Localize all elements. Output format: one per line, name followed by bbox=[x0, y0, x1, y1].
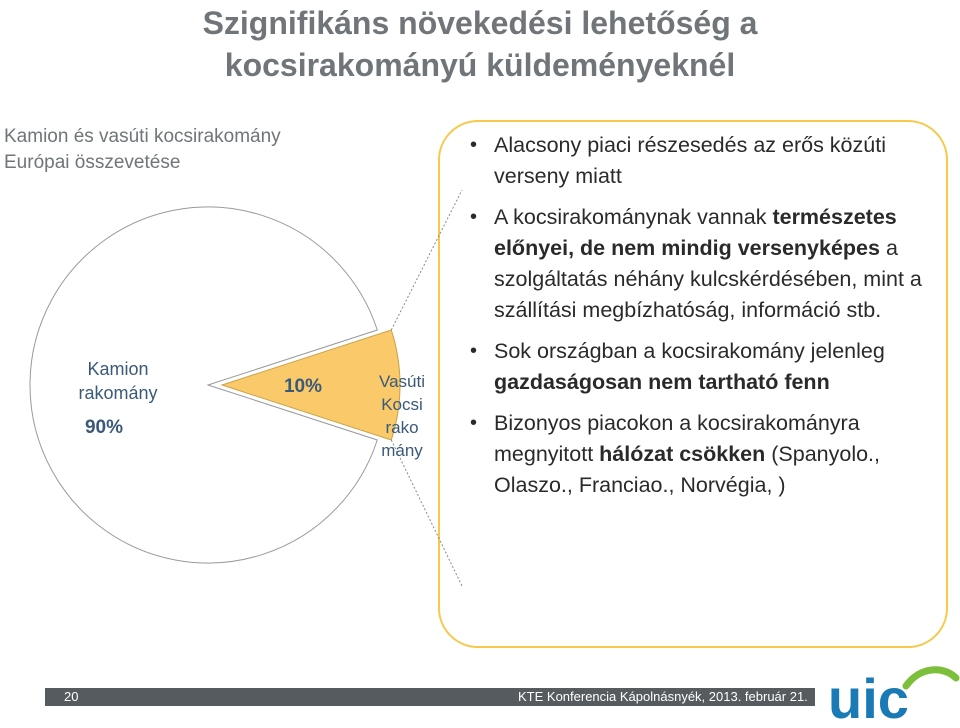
connector-line-bottom bbox=[391, 440, 462, 586]
bullet-dot: • bbox=[470, 340, 478, 362]
pie-value-kamion: 90% bbox=[84, 417, 124, 438]
pie-label-vasuti-line: Kocsi bbox=[381, 395, 423, 414]
bullet-text: Alacsony piaci részesedés az erős közúti verseny miatt bbox=[494, 133, 886, 188]
footer-text: KTE Konferencia Kápolnásnyék, 2013. február 21. bbox=[518, 689, 808, 704]
bullet-item bbox=[466, 336, 934, 398]
bullet-emphasis: hálózat csökken bbox=[599, 442, 766, 466]
connector-line-top bbox=[391, 190, 462, 330]
uic-logo-icon bbox=[822, 664, 960, 728]
bullet-text: Sok országban a kocsirakomány jelenleg bbox=[494, 339, 885, 363]
chart-subtitle-line-2: Európai összevetése bbox=[4, 152, 181, 173]
bullet-dot: • bbox=[470, 206, 478, 228]
pie-label-kamion-line: Kamion bbox=[87, 359, 149, 379]
pie-label-vasuti-line: mány bbox=[381, 441, 423, 460]
bullet-emphasis: gazdaságosan nem tartható fenn bbox=[494, 370, 830, 394]
bullet-item bbox=[466, 202, 934, 326]
pie-label-vasuti-line: rako bbox=[385, 418, 419, 437]
bullet-item bbox=[466, 130, 934, 192]
bullet-item bbox=[466, 408, 934, 501]
page-number: 20 bbox=[64, 689, 79, 704]
bullet-text: a szolgáltatás néhány kulcskérdésében, mint a szállítási megbízhatóság, információ stb. bbox=[494, 236, 922, 322]
slide-title-line-2: kocsirakományú küldeményeknél bbox=[224, 47, 736, 83]
bullet-emphasis: természetes előnyei, de nem mindig versenyképes bbox=[494, 205, 897, 260]
bullet-text: (Spanyolo., Olaszo., Franciao., Norvégia, ) bbox=[494, 442, 880, 497]
pie-value-vasuti: 10% bbox=[283, 376, 323, 397]
bullet-list bbox=[466, 130, 934, 511]
bullet-dot: • bbox=[470, 412, 478, 434]
bullet-text: A kocsirakománynak vannak bbox=[494, 205, 773, 229]
pie-label-vasuti-line: Vasúti bbox=[379, 372, 425, 391]
chart-subtitle-line-1: Kamion és vasúti kocsirakomány bbox=[4, 126, 281, 147]
bullet-dot: • bbox=[470, 134, 478, 156]
logo-text: uic bbox=[828, 667, 909, 728]
pie-label-kamion-line: rakomány bbox=[78, 383, 158, 403]
bullet-text: Bizonyos piacokon a kocsirakományra megnyitott bbox=[494, 411, 860, 466]
slide-title-line-1: Szignifikáns növekedési lehetőség a bbox=[202, 5, 758, 41]
